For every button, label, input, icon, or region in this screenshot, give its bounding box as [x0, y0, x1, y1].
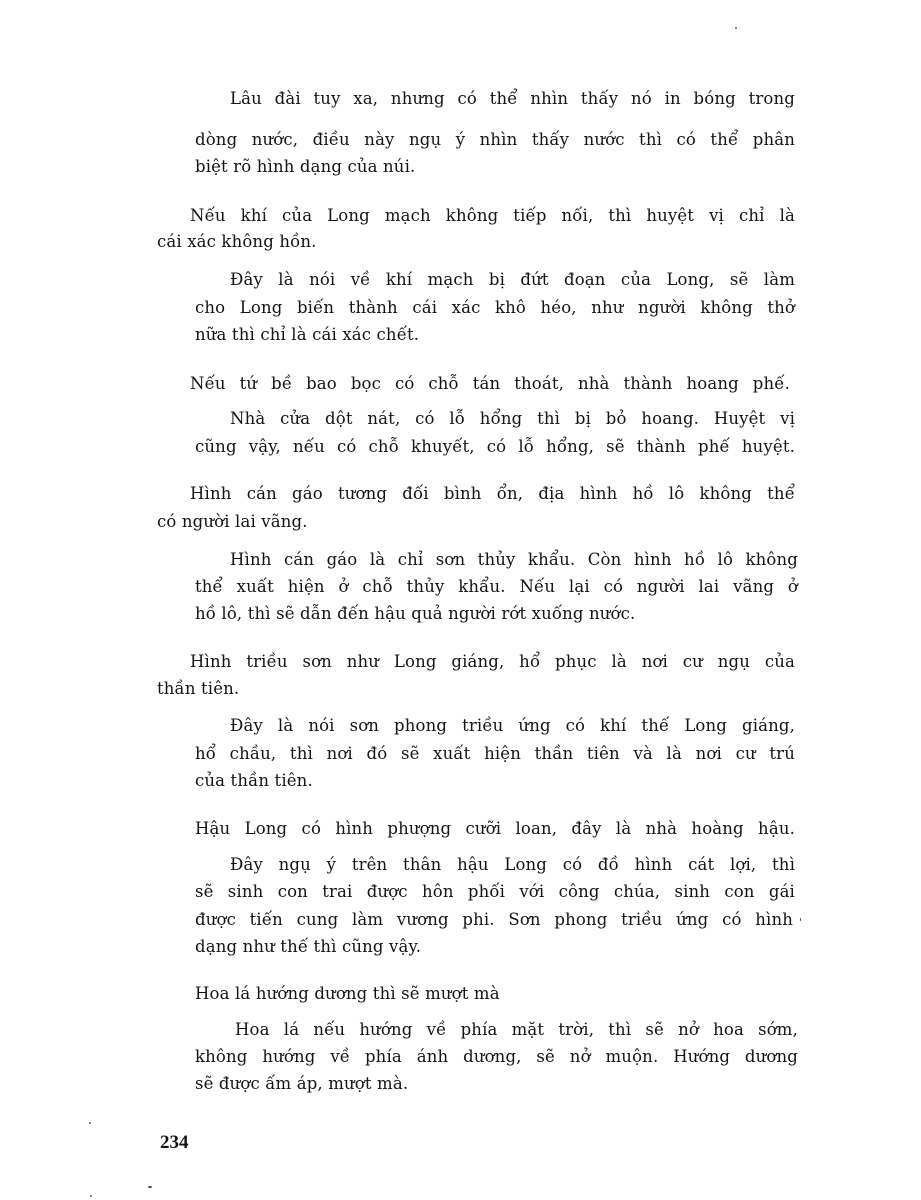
text-line: có người lai vãng.: [157, 512, 308, 531]
scan-speck: [800, 918, 801, 921]
text-line: cái xác không hồn.: [157, 232, 317, 251]
text-line: Hình triều sơn như Long giáng, hổ phục là nơi cư ngụ của: [190, 652, 795, 671]
text-line: cho Long biến thành cái xác khô héo, như người không thở: [195, 298, 795, 317]
text-line: Hoa lá nếu hướng về phía mặt trời, thì sẽ nở hoa sớm,: [235, 1020, 798, 1039]
text-line: biệt rõ hình dạng của núi.: [195, 157, 416, 176]
text-line: không hướng về phía ánh dương, sẽ nở muộn. Hướng dương: [195, 1047, 798, 1066]
text-line: hồ lô, thì sẽ dẫn đến hậu quả người rớt xuống nước.: [195, 604, 636, 623]
text-line: Hậu Long có hình phượng cưỡi loan, đây là nhà hoàng hậu.: [195, 819, 795, 838]
text-line: dòng nước, điều này ngụ ý nhìn thấy nước thì có thể phân: [195, 130, 795, 149]
text-line: thần tiên.: [157, 679, 240, 698]
text-line: Lâu đài tuy xa, nhưng có thể nhìn thấy nó in bóng trong: [230, 89, 795, 108]
text-line: của thần tiên.: [195, 771, 313, 790]
text-line: Đây ngụ ý trên thân hậu Long có đồ hình cát lợi, thì: [230, 855, 795, 874]
page-number: 234: [160, 1132, 189, 1153]
text-line: Hình cán gáo tương đối bình ổn, địa hình hồ lô không thể: [190, 484, 795, 503]
scan-speck: [148, 1186, 152, 1188]
text-line: thể xuất hiện ở chỗ thủy khẩu. Nếu lại có người lai vãng ở: [195, 577, 798, 596]
text-line: Hình cán gáo là chỉ sơn thủy khẩu. Còn hình hồ lô không: [230, 550, 798, 569]
text-line: Nếu khí của Long mạch không tiếp nối, thì huyệt vị chỉ là: [190, 206, 795, 225]
text-line: Nếu tứ bề bao bọc có chỗ tán thoát, nhà thành hoang phế.: [190, 374, 790, 393]
text-line: hổ chầu, thì nơi đó sẽ xuất hiện thần tiên và là nơi cư trú: [195, 744, 795, 763]
scan-speck: [89, 1122, 91, 1124]
text-line: Hoa lá hướng dương thì sẽ mượt mà: [195, 984, 500, 1003]
scan-speck: [735, 27, 737, 29]
text-line: nữa thì chỉ là cái xác chết.: [195, 325, 420, 344]
text-line: Đây là nói về khí mạch bị đứt đoạn của Long, sẽ làm: [230, 270, 795, 289]
text-line: Nhà cửa dột nát, có lỗ hổng thì bị bỏ hoang. Huyệt vị: [230, 409, 795, 428]
text-line: sẽ được ấm áp, mượt mà.: [195, 1074, 409, 1093]
text-line: cũng vậy, nếu có chỗ khuyết, có lỗ hổng, sẽ thành phế huyệt.: [195, 437, 795, 456]
text-line: Đây là nói sơn phong triều ứng có khí thế Long giáng,: [230, 716, 795, 735]
scan-speck: [90, 1195, 92, 1197]
text-line: được tiến cung làm vương phi. Sơn phong triều ứng có hình: [195, 910, 793, 929]
text-line: dạng như thế thì cũng vậy.: [195, 937, 422, 956]
text-line: sẽ sinh con trai được hôn phối với công chúa, sinh con gái: [195, 882, 795, 901]
